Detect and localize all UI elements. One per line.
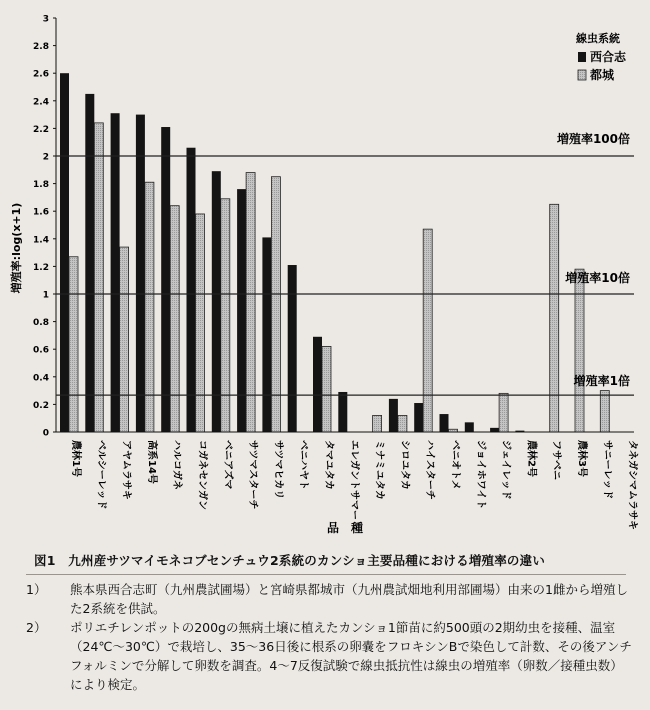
bar-nishigoshi [288, 265, 297, 432]
x-tick-label: タネガシマムラサキ [626, 440, 638, 530]
y-tick-label: 2.8 [33, 42, 49, 53]
bar-miyakonojo [196, 214, 205, 432]
y-tick-label: 1.6 [33, 207, 49, 218]
x-tick-label: ジョイホワイト [474, 440, 486, 510]
footnotes [26, 580, 632, 694]
footnote-2 [26, 618, 632, 694]
bar-nishigoshi [465, 422, 474, 432]
bar-miyakonojo [423, 229, 432, 432]
bar-nishigoshi [338, 392, 347, 432]
x-tick-label: ベルシーレッド [95, 440, 107, 510]
x-tick-label: コガネセンガン [196, 440, 208, 510]
y-tick-label: 1.8 [33, 180, 49, 191]
bar-nishigoshi [313, 337, 322, 432]
bar-miyakonojo [600, 391, 609, 432]
x-tick-label: サツマヒカリ [272, 440, 284, 500]
x-tick-label: 農林1号 [70, 440, 81, 477]
y-tick-label: 0.6 [33, 345, 49, 356]
x-tick-label: ベニオトメ [449, 440, 461, 490]
bar-miyakonojo [499, 393, 508, 432]
reference-line-label: 増殖率100倍 [556, 132, 630, 146]
y-axis-label: 増殖率:log(x+1) [10, 202, 23, 294]
x-tick-label: アヤムラサキ [120, 440, 132, 500]
bar-miyakonojo [221, 199, 230, 432]
caption-divider [26, 574, 626, 575]
bar-nishigoshi [111, 113, 120, 432]
bar-miyakonojo [398, 415, 407, 432]
x-tick-label: 農林3号 [576, 440, 587, 477]
y-tick-label: 2.4 [33, 97, 49, 108]
footnote-number: 2） [26, 620, 47, 635]
bar-miyakonojo [246, 173, 255, 432]
y-tick-label: 2.6 [33, 69, 49, 80]
bar-miyakonojo [373, 415, 382, 432]
x-tick-label: ジェイレッド [500, 440, 512, 500]
legend-title: 線虫系統 [576, 32, 620, 45]
bar-nishigoshi [262, 237, 271, 432]
y-tick-label: 0 [42, 428, 49, 439]
y-tick-label: 1.4 [33, 235, 49, 246]
x-axis-label: 品 種 [326, 521, 364, 535]
bar-nishigoshi [490, 428, 499, 432]
footnote-text: 熊本県西合志町（九州農試圃場）と宮崎県都城市（九州農試畑地利用部圃場）由来の1雌から増殖した2系統を供試。 [70, 582, 628, 616]
x-tick-label: エレガントサマー [348, 440, 360, 520]
x-tick-label: 農林2号 [525, 440, 537, 477]
y-tick-label: 3 [42, 14, 49, 25]
y-tick-label: 1.2 [33, 262, 49, 273]
legend-swatch [578, 52, 586, 62]
x-tick-label: ハイスターチ [424, 440, 436, 500]
x-tick-label: サニーレッド [601, 440, 613, 500]
footnote-text: ポリエチレンポットの200gの無病土壌に植えたカンショ1節苗に約500頭の2期幼虫を接種、温室（24℃～30℃）で栽培し、35～36日後に根系の卵嚢をフロキシンBで染色して計数、その後アンチフォルミンで分解して卵数を調査。4～7反復試験で線虫抵抗性は線虫の増殖率（卵数／接種虫数）により検定。 [70, 620, 632, 692]
y-tick-label: 2 [42, 152, 49, 163]
legend-label: 西合志 [590, 50, 627, 64]
reference-line-label: 増殖率10倍 [565, 271, 630, 285]
bar-nishigoshi [389, 399, 398, 432]
bar-miyakonojo [94, 123, 103, 432]
bar-nishigoshi [212, 171, 221, 432]
x-tick-label: タマユタカ [323, 440, 334, 490]
x-tick-label: シロユタカ [398, 440, 410, 490]
figure-caption: 図1 九州産サツマイモネコブセンチュウ2系統のカンショ主要品種における増殖率の違い [34, 553, 546, 568]
y-tick-label: 0.8 [33, 318, 49, 329]
bar-miyakonojo [550, 204, 559, 432]
x-tick-label: ベニアズマ [221, 440, 233, 490]
bar-miyakonojo [69, 257, 78, 432]
y-tick-label: 0.4 [33, 373, 49, 384]
bar-miyakonojo [271, 177, 280, 432]
footnote-1 [26, 580, 632, 618]
x-tick-label: ミナミユタカ [373, 440, 385, 500]
y-tick-label: 1 [42, 290, 49, 301]
legend-label: 都城 [590, 68, 615, 82]
x-tick-label: ハルコガネ [171, 440, 183, 490]
bar-miyakonojo [170, 206, 179, 432]
bar-nishigoshi [161, 127, 170, 432]
bar-miyakonojo [322, 346, 331, 432]
x-tick-label: ベニハヤト [297, 440, 309, 490]
y-tick-label: 2.2 [33, 124, 49, 135]
x-tick-label: サツマスターチ [247, 440, 259, 510]
legend-swatch [578, 70, 586, 80]
bar-nishigoshi [60, 73, 69, 432]
bar-nishigoshi [85, 94, 94, 432]
bar-nishigoshi [414, 403, 423, 432]
bar-miyakonojo [120, 247, 129, 432]
reference-line-label: 増殖率1倍 [573, 374, 630, 389]
bar-nishigoshi [136, 115, 145, 432]
x-tick-label: 高系14号 [145, 440, 157, 484]
bar-nishigoshi [187, 148, 196, 432]
x-tick-label: フサベニ [550, 440, 562, 480]
footnote-number: 1） [26, 582, 47, 597]
bar-nishigoshi [440, 414, 449, 432]
y-tick-label: 0.2 [33, 400, 49, 411]
